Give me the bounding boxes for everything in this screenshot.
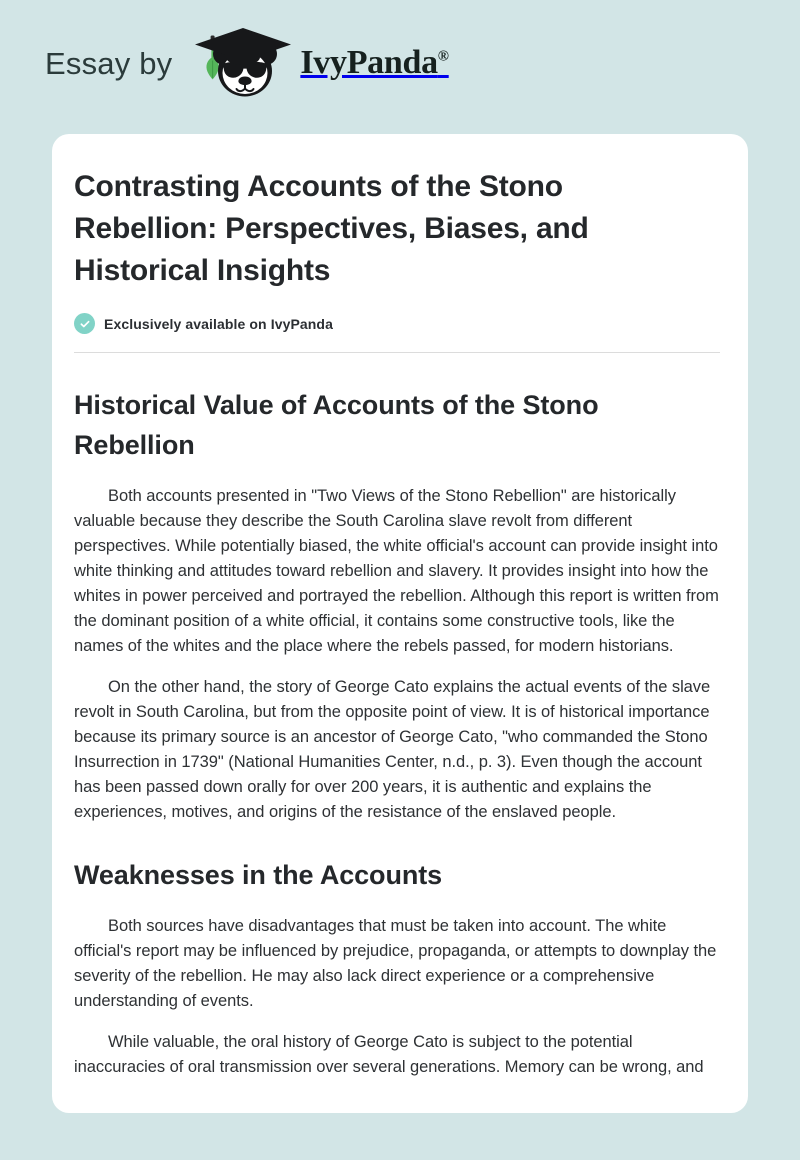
brand-header bbox=[0, 0, 800, 134]
check-circle-icon bbox=[74, 313, 95, 334]
ivypanda-logo-link[interactable] bbox=[190, 24, 448, 102]
ivypanda-panda-logo-icon bbox=[190, 24, 296, 102]
page-title: Contrasting Accounts of the Stono Rebellion: Perspectives, Biases, and Historical Insights bbox=[74, 170, 589, 287]
document-content bbox=[52, 134, 748, 1080]
registered-trademark-mark: ® bbox=[437, 48, 449, 65]
exclusivity-badge-label: Exclusively available on IvyPanda bbox=[104, 315, 333, 332]
essay-by-label: Essay by bbox=[45, 45, 173, 81]
section-heading-historical-value: Historical Value of Accounts of the Stono Rebellion bbox=[74, 390, 599, 460]
essay-document-card bbox=[52, 134, 748, 1113]
paragraph: Both sources have disadvantages that must be taken into account. The white official's report may be influenced by prejudice, propaganda, or attempts to downplay the severity of the rebellion. He may also lack direct experience or a comprehensive understanding of events. bbox=[74, 917, 717, 1010]
brand-name-text: IvyPanda bbox=[300, 44, 438, 81]
paragraph: Both accounts presented in "Two Views of the Stono Rebellion" are historically valuable because they describe the South Carolina slave revolt from different perspectives. While potentially biased, the white official's account can provide insight into white thinking and attitudes toward rebellion and slavery. It provides insight into how the whites in power perceived and portrayed the rebellion. Although this report is written from the dominant position of a white official, it contains some constructive tools, like the names of the whites and the place where the rebels passed, for modern historians. bbox=[74, 487, 719, 655]
title-divider bbox=[74, 352, 720, 353]
paragraph: While valuable, the oral history of George Cato is subject to the potential inaccuracies of oral transmission over several generations. Memory can be wrong, and bbox=[74, 1033, 704, 1076]
exclusivity-badge bbox=[74, 313, 722, 334]
paragraph: On the other hand, the story of George Cato explains the actual events of the slave revolt in South Carolina, but from the opposite point of view. It is of historical importance because its primary source is an ancestor of George Cato, "who commanded the Stono Insurrection in 1739" (National Humanities Center, n.d., p. 3). Even though the account has been passed down orally for over 200 years, it is authentic and explains the experiences, motives, and origins of the resistance of the enslaved people. bbox=[74, 678, 711, 821]
ivypanda-wordmark bbox=[300, 46, 448, 80]
brand-lockup bbox=[45, 24, 449, 102]
section-heading-weaknesses: Weaknesses in the Accounts bbox=[74, 860, 443, 890]
